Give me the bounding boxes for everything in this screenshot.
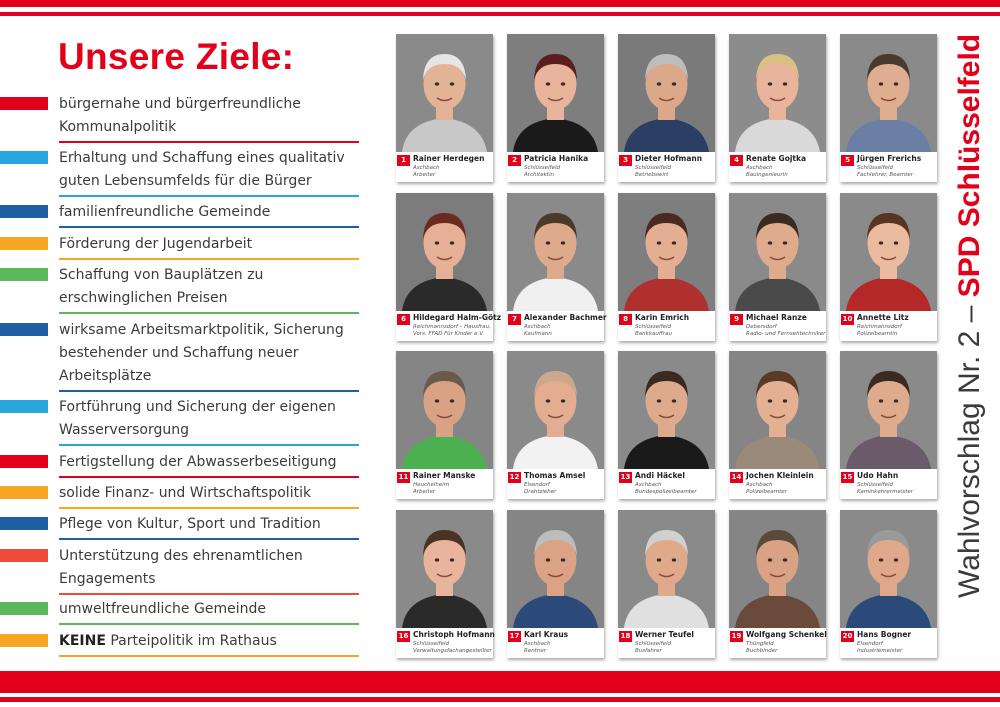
goal-color-bar [0, 634, 48, 647]
goal-divider [59, 390, 359, 392]
candidate-card [840, 34, 937, 182]
candidate-name: Karin Emrich [635, 313, 690, 322]
candidate-place: Schlüsselfeld [524, 165, 560, 171]
candidate-card [840, 193, 937, 341]
goal-color-bar [0, 97, 48, 110]
candidate-place: Reichmannsdorf [857, 324, 902, 330]
candidate-place: Thüngfeld [746, 641, 774, 647]
candidate-name: Annette Litz [857, 313, 909, 322]
portrait-icon [507, 510, 604, 628]
candidate-number: 14 [731, 473, 742, 481]
candidate-job: Industriemeister [857, 648, 903, 654]
candidate-photo [507, 34, 604, 152]
candidate-number: 20 [842, 632, 853, 640]
goal-divider [59, 226, 359, 228]
goal-divider [59, 444, 359, 446]
candidate-job: Radio- und Fernsehtechniker [746, 331, 826, 337]
goal-text: Pflege von Kultur, Sport und Tradition [59, 516, 321, 532]
candidate-number: 3 [619, 155, 632, 166]
candidate-card [840, 510, 937, 658]
goal-item [0, 630, 360, 653]
goal-divider [59, 141, 359, 143]
candidate-name: Patricia Hanika [524, 154, 589, 163]
goal-color-bar [0, 268, 48, 281]
candidate-job: Architektin [524, 172, 554, 178]
candidate-photo [840, 193, 937, 311]
candidate-place: Aschbach [746, 165, 773, 171]
candidate-name: Jürgen Frerichs [857, 154, 922, 163]
goal-color-bar [0, 549, 48, 562]
portrait-icon [396, 351, 493, 469]
page-title: Unsere Ziele: [58, 36, 295, 77]
candidate-card [729, 510, 826, 658]
goal-text: bürgernahe und bürgerfreundliche Kommunalpolitik [59, 96, 301, 135]
top-stripe [0, 0, 1000, 7]
goal-divider [59, 538, 359, 540]
candidate-card [840, 351, 937, 499]
candidate-name: Rainer Herdegen [413, 154, 485, 163]
candidate-job: Drahtzieher [524, 489, 557, 495]
candidate-photo [396, 34, 493, 152]
goal-emphasis: KEINE [59, 633, 106, 649]
ballot-number: Wahlvorschlag Nr. 2 – [953, 297, 986, 598]
candidate-card [618, 510, 715, 658]
candidate-number: 12 [509, 473, 520, 481]
candidate-photo [729, 510, 826, 628]
goal-color-bar [0, 602, 48, 615]
goal-divider [59, 312, 359, 314]
goal-text: solide Finanz- und Wirtschaftspolitik [59, 485, 312, 501]
candidate-job: Kaufmann [524, 331, 552, 337]
goal-item [0, 264, 360, 310]
goal-text: Erhaltung und Schaffung eines qualitativ guten Lebensumfelds für die Bürger [59, 150, 345, 189]
ballot-label [952, 34, 988, 598]
goal-color-bar [0, 486, 48, 499]
candidate-number: 5 [841, 155, 854, 166]
candidate-photo [840, 34, 937, 152]
candidate-job: Arbeiter [413, 172, 436, 178]
goal-color-bar [0, 455, 48, 468]
candidate-photo [396, 193, 493, 311]
goal-text: umweltfreundliche Gemeinde [59, 601, 266, 617]
candidate-name: Hans Bogner [857, 630, 912, 639]
candidate-job: Rentner [524, 648, 546, 654]
goal-item [0, 451, 360, 474]
goal-color-bar [0, 517, 48, 530]
candidate-place: Aschbach [524, 324, 551, 330]
portrait-icon [618, 351, 715, 469]
candidate-name: Michael Ranze [746, 313, 807, 322]
candidate-place: Schlüsselfeld [857, 482, 893, 488]
candidate-name: Jochen Kleinlein [746, 471, 814, 480]
candidate-number: 6 [397, 314, 410, 325]
candidate-job: Polizeibeamter [746, 489, 787, 495]
candidate-place: Aschbach [746, 482, 773, 488]
goal-text: Parteipolitik im Rathaus [110, 633, 277, 649]
candidate-number: 16 [398, 632, 409, 640]
candidate-job: Fachlehrer, Beamter [857, 172, 914, 178]
top-stripe-thin [0, 12, 1000, 16]
goal-text: Fortführung und Sicherung der eigenen Wasserversorgung [59, 399, 336, 438]
candidate-number: 17 [509, 632, 520, 640]
candidate-photo [729, 34, 826, 152]
goal-item [0, 598, 360, 621]
candidate-photo [840, 351, 937, 469]
candidate-card [618, 34, 715, 182]
goal-color-bar [0, 237, 48, 250]
goal-text: wirksame Arbeitsmarktpolitik, Sicherung bestehender und Schaffung neuer Arbeitsplätze [59, 322, 344, 384]
portrait-icon [618, 193, 715, 311]
candidate-name: Alexander Bachmer [524, 313, 607, 322]
candidate-place: Heuchelheim [413, 482, 450, 488]
goal-item [0, 396, 360, 442]
candidate-job: Bankkauffrau [635, 331, 672, 337]
candidate-card [507, 510, 604, 658]
candidate-name: Renate Gojtka [746, 154, 807, 163]
candidate-photo [729, 351, 826, 469]
candidate-place: Aschbach [524, 641, 551, 647]
goal-text: Förderung der Jugendarbeit [59, 236, 253, 252]
candidate-job: Busfahrer [635, 648, 662, 654]
candidate-place: Schlüsselfeld [857, 165, 893, 171]
candidate-name: Karl Kraus [524, 630, 569, 639]
goal-divider [59, 476, 359, 478]
candidate-card [507, 351, 604, 499]
candidate-job: Arbeiter [413, 489, 436, 495]
portrait-icon [729, 351, 826, 469]
goal-divider [59, 593, 359, 595]
bottom-stripe-thin [0, 697, 1000, 702]
candidate-number: 18 [620, 632, 631, 640]
candidate-number: 8 [619, 314, 632, 325]
portrait-icon [507, 34, 604, 152]
candidate-place: Schlüsselfeld [413, 641, 449, 647]
candidate-photo [840, 510, 937, 628]
portrait-icon [840, 34, 937, 152]
candidate-job: Verwaltungsfachangestellter [413, 648, 492, 654]
candidate-name: Hildegard Halm-Götz [413, 313, 502, 322]
candidate-name: Christoph Hofmann [413, 630, 495, 639]
candidate-number: 4 [730, 155, 743, 166]
goal-item [0, 201, 360, 224]
portrait-icon [729, 510, 826, 628]
goal-item [0, 482, 360, 505]
candidate-number: 2 [508, 155, 521, 166]
candidate-photo [507, 193, 604, 311]
candidate-job: Kaminkehrermeister [857, 489, 914, 495]
candidate-name: Werner Teufel [635, 630, 694, 639]
portrait-icon [618, 34, 715, 152]
goal-item [0, 233, 360, 256]
candidate-job: Bauingenieurin [746, 172, 788, 178]
candidate-photo [618, 510, 715, 628]
goal-color-bar [0, 205, 48, 218]
portrait-icon [618, 510, 715, 628]
portrait-icon [840, 351, 937, 469]
goal-color-bar [0, 151, 48, 164]
candidate-photo [618, 351, 715, 469]
goal-text: Fertigstellung der Abwasserbeseitigung [59, 454, 337, 470]
candidate-name: Wolfgang Schenkel [746, 630, 827, 639]
candidate-place: Schlüsselfeld [635, 165, 671, 171]
candidate-photo [396, 510, 493, 628]
candidate-number: 1 [397, 155, 410, 166]
party-name: SPD Schlüsselfeld [953, 33, 986, 298]
candidate-card [396, 351, 493, 499]
candidate-card [396, 510, 493, 658]
candidate-job: Buchbinder [746, 648, 778, 654]
candidate-card [729, 351, 826, 499]
candidate-job: Polizeibeamtin [857, 331, 898, 337]
bottom-stripe [0, 671, 1000, 693]
candidate-number: 7 [508, 314, 521, 325]
candidate-name: Thomas Amsel [524, 471, 586, 480]
candidate-place: Debersdorf [746, 324, 777, 330]
candidate-photo [618, 193, 715, 311]
goal-divider [59, 195, 359, 197]
candidate-place: Aschbach [635, 482, 662, 488]
goal-text: Unterstützung des ehrenamtlichen Engagements [59, 548, 303, 587]
candidate-number: 13 [620, 473, 631, 481]
candidate-place: Elsendorf [857, 641, 883, 647]
candidate-card [507, 34, 604, 182]
candidate-name: Rainer Manske [413, 471, 476, 480]
candidate-number: 19 [731, 632, 742, 640]
candidate-place: Schlüsselfeld [635, 324, 671, 330]
portrait-icon [729, 34, 826, 152]
goal-divider [59, 258, 359, 260]
candidate-card [618, 351, 715, 499]
goal-text: familienfreundliche Gemeinde [59, 204, 271, 220]
candidate-number: 11 [398, 473, 409, 481]
portrait-icon [507, 351, 604, 469]
portrait-icon [396, 193, 493, 311]
portrait-icon [507, 193, 604, 311]
portrait-icon [840, 193, 937, 311]
candidate-name: Udo Hahn [857, 471, 899, 480]
candidate-name: Dieter Hofmann [635, 154, 703, 163]
goal-color-bar [0, 323, 48, 336]
candidate-photo [507, 510, 604, 628]
candidate-number: 10 [842, 315, 853, 323]
candidate-place: Aschbach [413, 165, 440, 171]
candidate-place: Elsendorf [524, 482, 550, 488]
candidate-job: Vors. FFAD Für Kinder e.V. [413, 331, 485, 337]
candidate-number: 9 [730, 314, 743, 325]
candidate-job: Bundespolizeibeamter [635, 489, 697, 495]
portrait-icon [396, 34, 493, 152]
candidate-job: Betriebswirt [635, 172, 669, 178]
candidate-number: 15 [842, 473, 853, 481]
candidate-name: Andi Häckel [635, 471, 685, 480]
candidate-card [618, 193, 715, 341]
goal-divider [59, 623, 359, 625]
goal-color-bar [0, 400, 48, 413]
portrait-icon [396, 510, 493, 628]
portrait-icon [840, 510, 937, 628]
goal-item [0, 93, 360, 139]
goal-item [0, 319, 360, 388]
candidate-card [396, 34, 493, 182]
goal-text: Schaffung von Bauplätzen zu erschwinglichen Preisen [59, 267, 264, 306]
candidate-card [396, 193, 502, 341]
candidate-card [729, 193, 826, 341]
candidate-photo [618, 34, 715, 152]
goal-item [0, 147, 360, 193]
candidate-photo [729, 193, 826, 311]
candidate-place: Schlüsselfeld [635, 641, 671, 647]
portrait-icon [729, 193, 826, 311]
candidate-photo [396, 351, 493, 469]
candidate-photo [507, 351, 604, 469]
goal-item [0, 545, 360, 591]
candidate-card [729, 34, 826, 182]
goal-divider [59, 507, 359, 509]
goal-divider [59, 655, 359, 657]
goal-item [0, 513, 360, 536]
candidate-card [507, 193, 607, 341]
candidate-place: Reichmannsdorf – Hausfrau, [413, 324, 491, 330]
